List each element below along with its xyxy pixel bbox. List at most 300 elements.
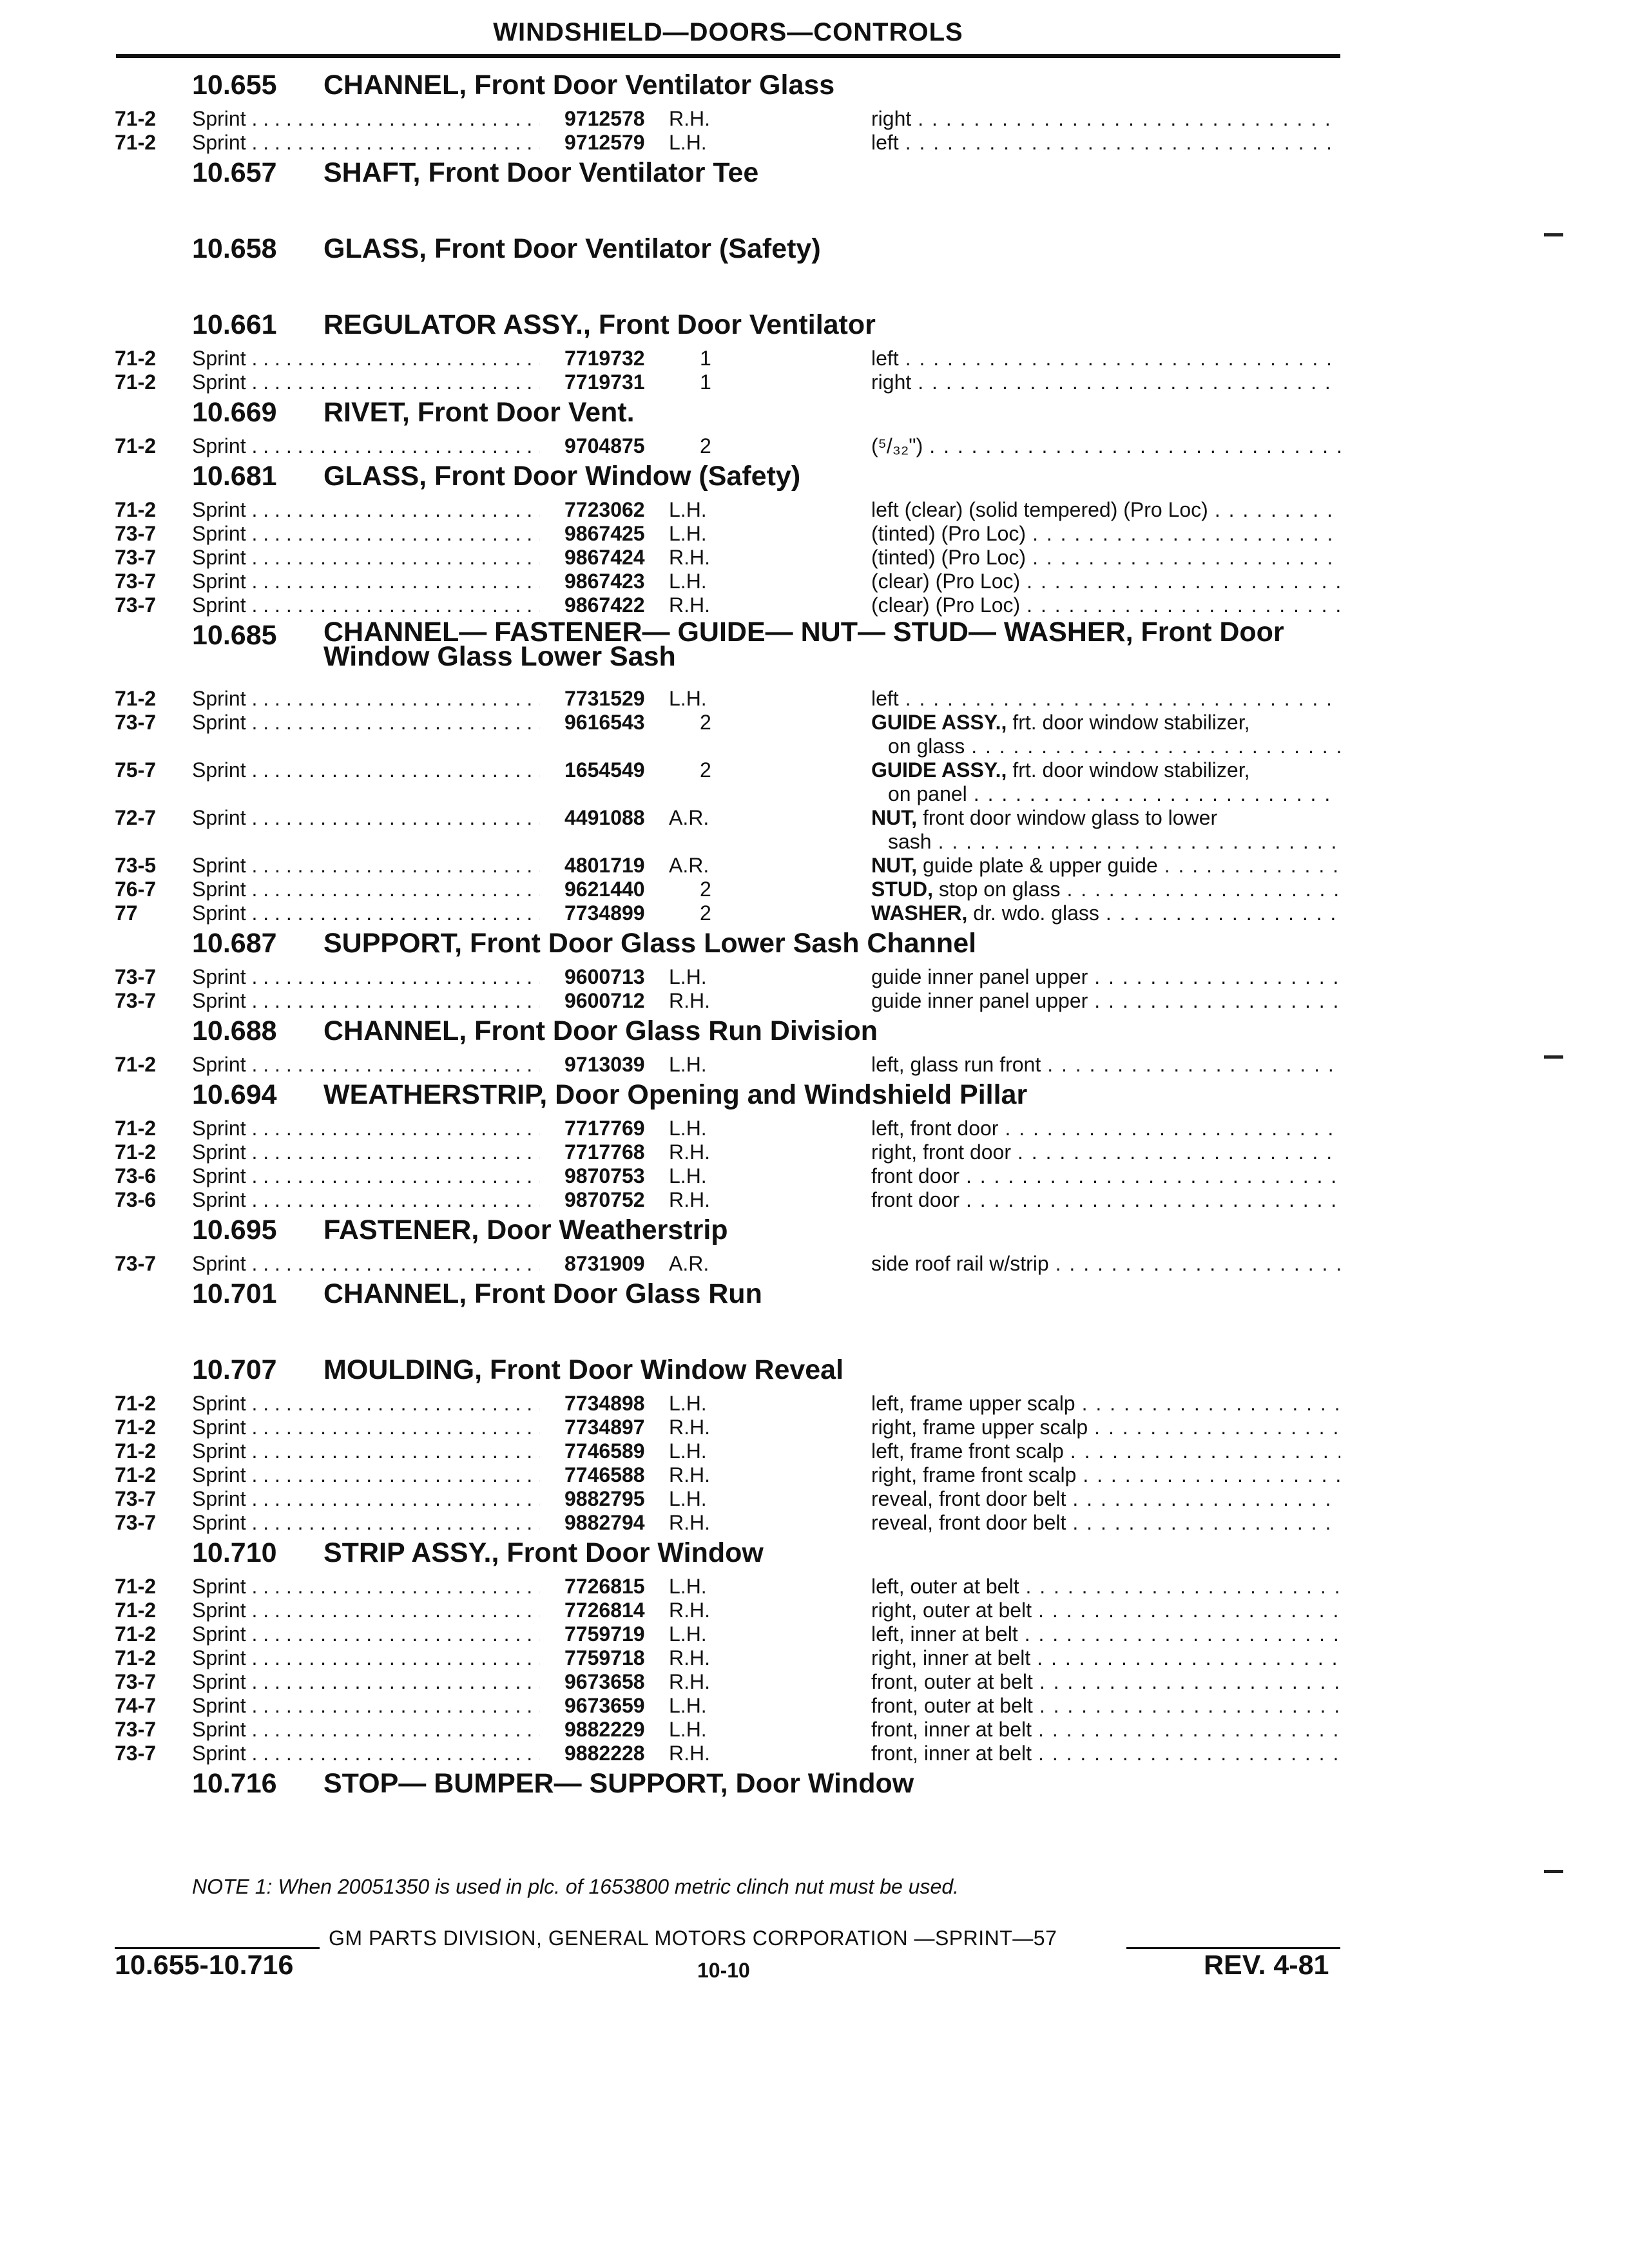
part-number: 9867425: [564, 522, 645, 545]
leader-dots: [1106, 901, 1340, 925]
description-line: [871, 1252, 1340, 1276]
group-title: [323, 1215, 728, 1246]
description-line: [871, 1575, 1340, 1599]
part-number: 9621440: [564, 878, 645, 901]
model-year: 73-7: [115, 711, 157, 734]
part-description: [871, 107, 1340, 131]
model-year: 73-7: [115, 593, 157, 617]
group-title-line: STOP— BUMPER— SUPPORT, Door Window: [323, 1768, 914, 1799]
model-year: 71-2: [115, 1140, 157, 1164]
quantity: 1: [700, 370, 711, 394]
model-year: 71-2: [115, 434, 157, 457]
model-name: Sprint . . .: [192, 965, 540, 989]
part-number: 7719732: [564, 347, 645, 370]
description-line: [871, 546, 1340, 570]
part-row: [0, 1463, 1629, 1487]
description-text: [871, 989, 1094, 1013]
quantity: 2: [700, 758, 711, 782]
description-line: [871, 1599, 1340, 1622]
model-name: Sprint . . .: [192, 1646, 540, 1670]
model-name: Sprint . . .: [192, 989, 540, 1013]
description-line: [871, 370, 1340, 394]
part-row: [0, 711, 1629, 758]
footer-rule-right: [1126, 1947, 1340, 1949]
part-description: [871, 1392, 1340, 1416]
group-number: 10.716: [192, 1768, 277, 1799]
quantity: L.H.: [669, 570, 707, 593]
model-name: Sprint . . .: [192, 1140, 540, 1164]
description-text: [871, 1670, 1039, 1694]
leader-dots: [1083, 1463, 1340, 1487]
group-number: 10.655: [192, 70, 277, 101]
description-words: frt. door window stabilizer,: [1007, 711, 1250, 734]
model-name: Sprint . . .: [192, 1439, 540, 1463]
model-name: Sprint . . .: [192, 1188, 540, 1212]
description-line: [871, 1188, 1340, 1212]
description-line: [871, 522, 1340, 546]
group-heading: [0, 67, 1629, 107]
description-text: [871, 522, 1032, 546]
part-description: [871, 758, 1340, 806]
description-words: stop on glass: [933, 878, 1061, 901]
part-row: [0, 1742, 1629, 1765]
quantity: 2: [700, 878, 711, 901]
leader-dots: [966, 1188, 1340, 1212]
description-text: [871, 1188, 966, 1212]
model-year: 77: [115, 901, 138, 925]
model-year: 71-2: [115, 1463, 157, 1486]
model-year: 73-7: [115, 1742, 157, 1765]
part-description: [871, 1622, 1340, 1646]
quantity: R.H.: [669, 1742, 710, 1765]
model-name: Sprint . . .: [192, 1416, 540, 1439]
description-words: right, outer at belt: [871, 1599, 1032, 1622]
part-description: [871, 1646, 1340, 1670]
model-year: 73-7: [115, 989, 157, 1012]
description-text: [871, 498, 1215, 522]
group-number: 10.657: [192, 157, 277, 188]
leader-dots: [1037, 1646, 1340, 1670]
quantity: 1: [700, 347, 711, 370]
quantity: R.H.: [669, 1646, 710, 1669]
description-words: front, outer at belt: [871, 1670, 1033, 1693]
group-title: [323, 397, 635, 428]
model-name: Sprint . . .: [192, 131, 540, 155]
quantity: 2: [700, 711, 711, 734]
group-title: [323, 233, 821, 265]
part-description: [871, 1599, 1340, 1622]
part-description: [871, 1487, 1340, 1511]
part-description: [871, 434, 1340, 458]
model-year: 76-7: [115, 878, 157, 901]
part-description: [871, 989, 1340, 1013]
description-line: [871, 1487, 1340, 1511]
description-words: left: [871, 131, 899, 154]
leader-dots: [1038, 1742, 1340, 1765]
leader-dots: [905, 687, 1340, 711]
leader-dots: [1032, 522, 1340, 546]
model-name: Sprint . . .: [192, 1599, 540, 1622]
part-row: [0, 1487, 1629, 1511]
part-number: 7726815: [564, 1575, 645, 1598]
description-text: [871, 107, 918, 131]
quantity: A.R.: [669, 854, 709, 877]
group-title-line: WEATHERSTRIP, Door Opening and Windshield Pillar: [323, 1079, 1028, 1110]
quantity: R.H.: [669, 1416, 710, 1439]
description-text: [871, 1140, 1017, 1164]
model-name: Sprint . . .: [192, 1511, 540, 1535]
group-number: 10.681: [192, 461, 277, 492]
model-year: 71-2: [115, 1622, 157, 1646]
group-number: 10.694: [192, 1079, 277, 1110]
model-name: Sprint . . .: [192, 854, 540, 878]
leader-dots: [1027, 570, 1340, 593]
group-title: [323, 1537, 764, 1569]
model-year: 71-2: [115, 370, 157, 394]
part-row: [0, 1646, 1629, 1670]
part-number: 7726814: [564, 1599, 645, 1622]
model-year: 73-7: [115, 1487, 157, 1510]
part-row: [0, 1392, 1629, 1416]
model-year: 71-2: [115, 131, 157, 154]
part-number: 9882229: [564, 1718, 645, 1741]
part-number: 7717768: [564, 1140, 645, 1164]
group-title-line: FASTENER, Door Weatherstrip: [323, 1215, 728, 1245]
part-description: [871, 1140, 1340, 1164]
part-number: 7723062: [564, 498, 645, 521]
part-number: 9616543: [564, 711, 645, 734]
model-name: Sprint . . .: [192, 1487, 540, 1511]
model-name: Sprint . . .: [192, 593, 540, 617]
part-row: [0, 758, 1629, 806]
description-words: front door: [871, 1164, 959, 1187]
part-number: 7759719: [564, 1622, 645, 1646]
part-number: 1654549: [564, 758, 645, 782]
leader-dots: [938, 830, 1340, 854]
model-year: 74-7: [115, 1694, 157, 1717]
description-line: [871, 1164, 1340, 1188]
model-name: Sprint . . .: [192, 1575, 540, 1599]
description-text: [871, 1622, 1025, 1646]
quantity: L.H.: [669, 1164, 707, 1187]
description-text: [871, 806, 1224, 830]
description-words: left, front door: [871, 1117, 999, 1140]
model-name: Sprint . . .: [192, 1742, 540, 1765]
description-line: [871, 806, 1340, 830]
model-year: 71-2: [115, 1053, 157, 1076]
quantity: L.H.: [669, 1392, 707, 1415]
quantity: A.R.: [669, 1252, 709, 1275]
description-text: [871, 711, 1256, 735]
leader-dots: [1027, 593, 1340, 617]
group-title-line: STRIP ASSY., Front Door Window: [323, 1537, 764, 1568]
quantity: L.H.: [669, 1117, 707, 1140]
footer-revision: REV. 4-81: [1204, 1950, 1329, 1981]
group-heading: [0, 307, 1629, 347]
leader-dots: [1025, 1575, 1340, 1599]
model-name: Sprint . . .: [192, 1718, 540, 1742]
description-line: [871, 1742, 1340, 1765]
quantity: L.H.: [669, 687, 707, 710]
quantity: R.H.: [669, 1140, 710, 1164]
description-words: left, frame upper scalp: [871, 1392, 1075, 1415]
description-words: (clear) (Pro Loc): [871, 570, 1021, 593]
part-number: 9867424: [564, 546, 645, 569]
model-name: Sprint . . .: [192, 1252, 540, 1276]
description-words: right, front door: [871, 1140, 1011, 1164]
leader-dots: [1039, 1694, 1340, 1718]
part-row: [0, 1252, 1629, 1276]
leader-dots: [1215, 498, 1340, 522]
part-description: [871, 1117, 1340, 1140]
part-row: [0, 1053, 1629, 1077]
quantity: L.H.: [669, 1439, 707, 1463]
description-line: [871, 434, 1340, 458]
quantity: R.H.: [669, 1599, 710, 1622]
group-heading: [0, 155, 1629, 195]
description-text: [871, 347, 905, 370]
model-name: Sprint . . .: [192, 901, 540, 925]
part-row: [0, 1575, 1629, 1599]
description-line: [871, 498, 1340, 522]
model-year: 71-2: [115, 107, 157, 130]
model-year: 71-2: [115, 1416, 157, 1439]
leader-dots: [966, 1164, 1340, 1188]
model-year: 73-7: [115, 546, 157, 569]
part-row: [0, 1718, 1629, 1742]
description-line: [871, 782, 1340, 806]
description-text: [871, 1742, 1038, 1765]
group-number: 10.707: [192, 1354, 277, 1385]
part-description: [871, 806, 1340, 854]
group-title: [323, 309, 876, 341]
model-name: Sprint . . .: [192, 498, 540, 522]
description-words: dr. wdo. glass: [967, 901, 1099, 925]
model-year: 73-5: [115, 854, 157, 877]
model-year: 71-2: [115, 1599, 157, 1622]
quantity: L.H.: [669, 1694, 707, 1717]
leader-dots: [971, 735, 1340, 758]
quantity: R.H.: [669, 107, 710, 130]
quantity: L.H.: [669, 1718, 707, 1741]
part-row: [0, 806, 1629, 854]
part-number: 9673659: [564, 1694, 645, 1717]
group-title: [323, 461, 800, 492]
part-number: 7734898: [564, 1392, 645, 1415]
description-line: [871, 107, 1340, 131]
description-text: [871, 854, 1164, 878]
part-description: [871, 901, 1340, 925]
footnote: NOTE 1: When 20051350 is used in plc. of 1653800 metric clinch nut must be used.: [192, 1875, 959, 1898]
description-text: [871, 546, 1032, 570]
part-description: [871, 1188, 1340, 1212]
description-words: right, inner at belt: [871, 1646, 1031, 1669]
description-text: [871, 965, 1094, 989]
part-row: [0, 498, 1629, 522]
leader-dots: [1164, 854, 1340, 878]
leader-dots: [1038, 1599, 1340, 1622]
leader-dots: [1094, 989, 1340, 1013]
model-name: Sprint . . .: [192, 370, 540, 394]
part-description: [871, 1164, 1340, 1188]
quantity: R.H.: [669, 1188, 710, 1211]
part-row: [0, 546, 1629, 570]
model-year: 73-7: [115, 1252, 157, 1275]
description-words: right: [871, 107, 912, 130]
leader-dots: [1066, 878, 1340, 901]
quantity: 2: [700, 901, 711, 925]
part-row: [0, 687, 1629, 711]
group-title-line: Window Glass Lower Sash: [323, 641, 676, 672]
group-title-line: CHANNEL— FASTENER— GUIDE— NUT— STUD— WASHER, Front Door: [323, 617, 1284, 648]
description-text: [871, 758, 1256, 782]
part-number: 7746588: [564, 1463, 645, 1486]
part-row: [0, 107, 1629, 131]
group-title-line: REGULATOR ASSY., Front Door Ventilator: [323, 309, 876, 340]
model-year: 71-2: [115, 347, 157, 370]
description-line: [871, 1670, 1340, 1694]
model-year: 71-2: [115, 498, 157, 521]
description-text: [871, 1599, 1038, 1622]
quantity: R.H.: [669, 1670, 710, 1693]
group-heading: [0, 617, 1629, 687]
description-text: [888, 830, 938, 854]
margin-tick-mark: [1544, 1055, 1563, 1059]
leader-dots: [1072, 1487, 1340, 1511]
part-description: [871, 965, 1340, 989]
model-year: 71-2: [115, 687, 157, 710]
model-name: Sprint . . .: [192, 1392, 540, 1416]
description-words: left: [871, 687, 899, 710]
model-name: Sprint . . .: [192, 1670, 540, 1694]
group-heading: [0, 1765, 1629, 1805]
part-description: [871, 854, 1340, 878]
model-name: Sprint . . .: [192, 1164, 540, 1188]
leader-dots: [1039, 1670, 1340, 1694]
description-text: [871, 1718, 1038, 1742]
model-name: Sprint . . .: [192, 758, 540, 782]
quantity: L.H.: [669, 1575, 707, 1598]
leader-dots: [1017, 1140, 1340, 1164]
group-title: [323, 1278, 762, 1310]
model-year: 73-7: [115, 1670, 157, 1693]
group-heading: [0, 394, 1629, 434]
quantity: L.H.: [669, 965, 707, 988]
model-year: 73-7: [115, 522, 157, 545]
leader-dots: [1025, 1622, 1340, 1646]
description-text: [871, 570, 1027, 593]
description-words: (tinted) (Pro Loc): [871, 546, 1027, 569]
group-title: [323, 928, 976, 959]
description-line: [871, 830, 1340, 854]
description-words: left, inner at belt: [871, 1622, 1018, 1646]
description-words: reveal, front door belt: [871, 1511, 1066, 1534]
model-name: Sprint . . .: [192, 107, 540, 131]
part-number: 9867423: [564, 570, 645, 593]
model-year: 73-7: [115, 570, 157, 593]
group-title: [323, 70, 834, 101]
leader-dots: [1005, 1117, 1340, 1140]
footer-page-number: 10-10: [697, 1959, 750, 1982]
group-title-line: GLASS, Front Door Ventilator (Safety): [323, 233, 821, 264]
description-text: [871, 1511, 1072, 1535]
model-year: 73-6: [115, 1188, 157, 1211]
description-text: [871, 687, 905, 711]
part-description: [871, 1718, 1340, 1742]
model-name: Sprint . . .: [192, 687, 540, 711]
group-heading: [0, 1212, 1629, 1252]
group-title-line: SHAFT, Front Door Ventilator Tee: [323, 157, 759, 188]
description-text: [871, 1646, 1037, 1670]
group-heading: [0, 1013, 1629, 1053]
model-name: Sprint . . .: [192, 546, 540, 570]
group-title-line: SUPPORT, Front Door Glass Lower Sash Channel: [323, 928, 977, 959]
page-header-title: WINDSHIELD—DOORS—CONTROLS: [493, 18, 963, 46]
model-name: Sprint . . .: [192, 347, 540, 370]
description-words: right: [871, 370, 912, 394]
part-description: [871, 878, 1340, 901]
quantity: L.H.: [669, 1622, 707, 1646]
quantity: A.R.: [669, 806, 709, 829]
part-description: [871, 1694, 1340, 1718]
part-row: [0, 989, 1629, 1013]
part-number: 7734897: [564, 1416, 645, 1439]
part-number: 7759718: [564, 1646, 645, 1669]
model-name: Sprint . . .: [192, 1053, 540, 1077]
footer-corporation: GM PARTS DIVISION, GENERAL MOTORS CORPORATION —SPRINT—57: [329, 1927, 1057, 1950]
part-number: 9712578: [564, 107, 645, 130]
description-words: front door: [871, 1188, 959, 1211]
description-line: [871, 347, 1340, 370]
part-description: [871, 546, 1340, 570]
description-line: [871, 1463, 1340, 1487]
part-number: 9673658: [564, 1670, 645, 1693]
description-words: front, outer at belt: [871, 1694, 1033, 1717]
description-words: reveal, front door belt: [871, 1487, 1066, 1510]
part-row: [0, 1117, 1629, 1140]
description-keyword: STUD,: [871, 878, 933, 901]
quantity: R.H.: [669, 1511, 710, 1534]
description-words: sash: [888, 830, 932, 853]
description-words: on glass: [888, 735, 965, 758]
model-name: Sprint . . .: [192, 522, 540, 546]
description-words: (⁵/₃₂"): [871, 434, 923, 457]
description-words: frt. door window stabilizer,: [1007, 758, 1250, 782]
group-number: 10.701: [192, 1278, 277, 1309]
part-number: 7734899: [564, 901, 645, 925]
part-description: [871, 347, 1340, 370]
part-description: [871, 1439, 1340, 1463]
group-number: 10.695: [192, 1215, 277, 1245]
leader-dots: [1038, 1718, 1340, 1742]
description-line: [871, 131, 1340, 155]
description-text: [871, 1575, 1025, 1599]
part-description: [871, 1053, 1340, 1077]
description-line: [871, 687, 1340, 711]
quantity: 2: [700, 434, 711, 457]
description-text: [871, 1694, 1039, 1718]
group-heading: [0, 1352, 1629, 1392]
part-description: [871, 1416, 1340, 1439]
part-row: [0, 854, 1629, 878]
part-description: [871, 570, 1340, 593]
description-line: [871, 1718, 1340, 1742]
description-words: left, outer at belt: [871, 1575, 1019, 1598]
group-number: 10.669: [192, 397, 277, 428]
part-number: 9870752: [564, 1188, 645, 1211]
description-keyword: GUIDE ASSY.,: [871, 758, 1007, 782]
part-number: 9867422: [564, 593, 645, 617]
